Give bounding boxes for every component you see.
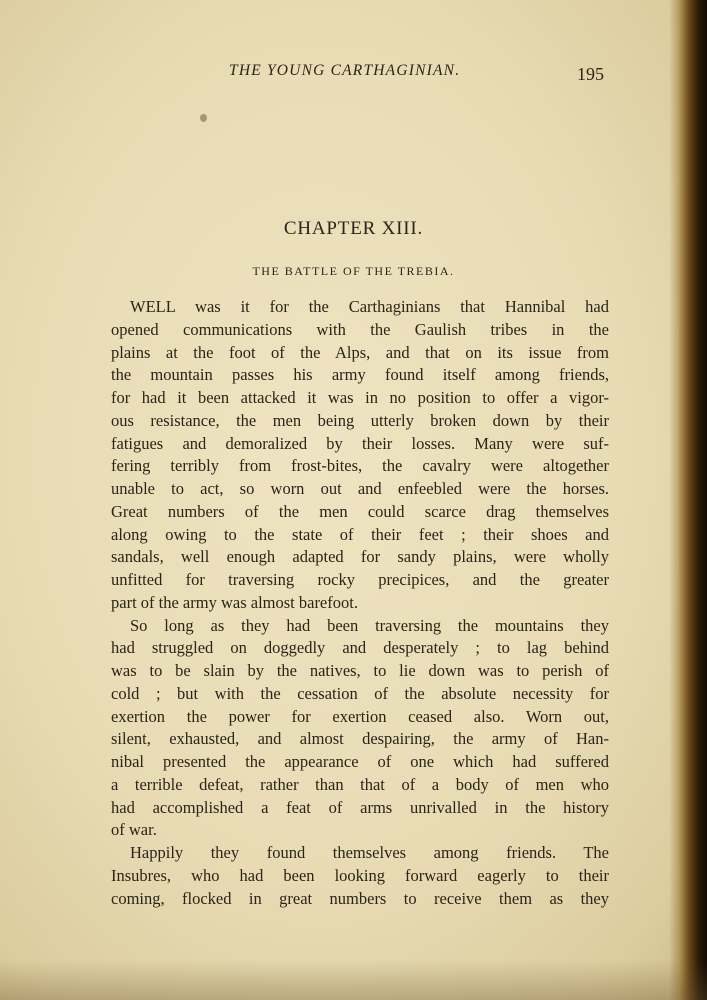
text-line: cold ; but with the cessation of the absolute necessity for xyxy=(111,683,609,703)
text-line: nibal presented the appearance of one which had suffered xyxy=(111,752,609,771)
text-line: the mountain passes his army found itself among friends, xyxy=(111,365,609,385)
text-line: unfitted for traversing rocky precipices, and the greater xyxy=(111,570,609,589)
page-edge-shadow xyxy=(669,0,679,1000)
text-line: WELL was it for the Carthaginians that Hannibal had xyxy=(130,297,609,316)
text-line: exertion the power for exertion ceased also. Worn out, xyxy=(111,706,609,726)
text-line: Insubres, who had been looking forward eagerly to their xyxy=(111,865,609,885)
text-line: part of the army was almost barefoot. xyxy=(111,592,358,612)
text-line: sandals, well enough adapted for sandy plains, were wholly xyxy=(111,547,609,567)
body-text xyxy=(111,296,609,910)
text-line: opened communications with the Gaulish tribes in the xyxy=(111,319,609,339)
text-line: unable to act, so worn out and enfeebled were the horses. xyxy=(111,479,609,498)
text-line: a terrible defeat, rather than that of a body of men who xyxy=(111,774,609,794)
book-binding xyxy=(679,0,707,1000)
running-title: THE YOUNG CARTHAGINIAN. xyxy=(229,62,461,79)
text-line: coming, flocked in great numbers to receive them as they xyxy=(111,888,609,908)
text-line: was to be slain by the natives, to lie down was to perish of xyxy=(111,661,609,680)
text-line: Happily they found themselves among friends. The xyxy=(130,843,609,862)
chapter-title: CHAPTER XIII. xyxy=(283,218,424,239)
page-bottom-shadow xyxy=(0,960,707,1000)
text-line: of war. xyxy=(111,820,157,840)
text-line: fering terribly from frost-bites, the cavalry were altogether xyxy=(111,456,609,476)
text-line: plains at the foot of the Alps, and that on its issue from xyxy=(111,342,609,362)
text-line: silent, exhausted, and almost despairing, the army of Han- xyxy=(111,729,609,749)
text-line: along owing to the state of their feet ; their shoes and xyxy=(111,524,609,544)
text-line: for had it been attacked it was in no position to offer a vigor- xyxy=(111,388,609,407)
text-line: fatigues and demoralized by their losses. Many were suf- xyxy=(111,433,609,453)
text-line: had accomplished a feat of arms unrivalled in the history xyxy=(111,797,609,817)
text-line: ous resistance, the men being utterly broken down by their xyxy=(111,410,609,430)
chapter-subtitle: THE BATTLE OF THE TREBIA. xyxy=(252,264,455,278)
text-line: had struggled on doggedly and desperately ; to lag behind xyxy=(111,638,609,658)
page-number: 195 xyxy=(577,64,604,84)
ink-smudge xyxy=(200,114,207,122)
text-line: Great numbers of the men could scarce drag themselves xyxy=(111,501,609,521)
text-line: So long as they had been traversing the mountains they xyxy=(130,615,609,635)
